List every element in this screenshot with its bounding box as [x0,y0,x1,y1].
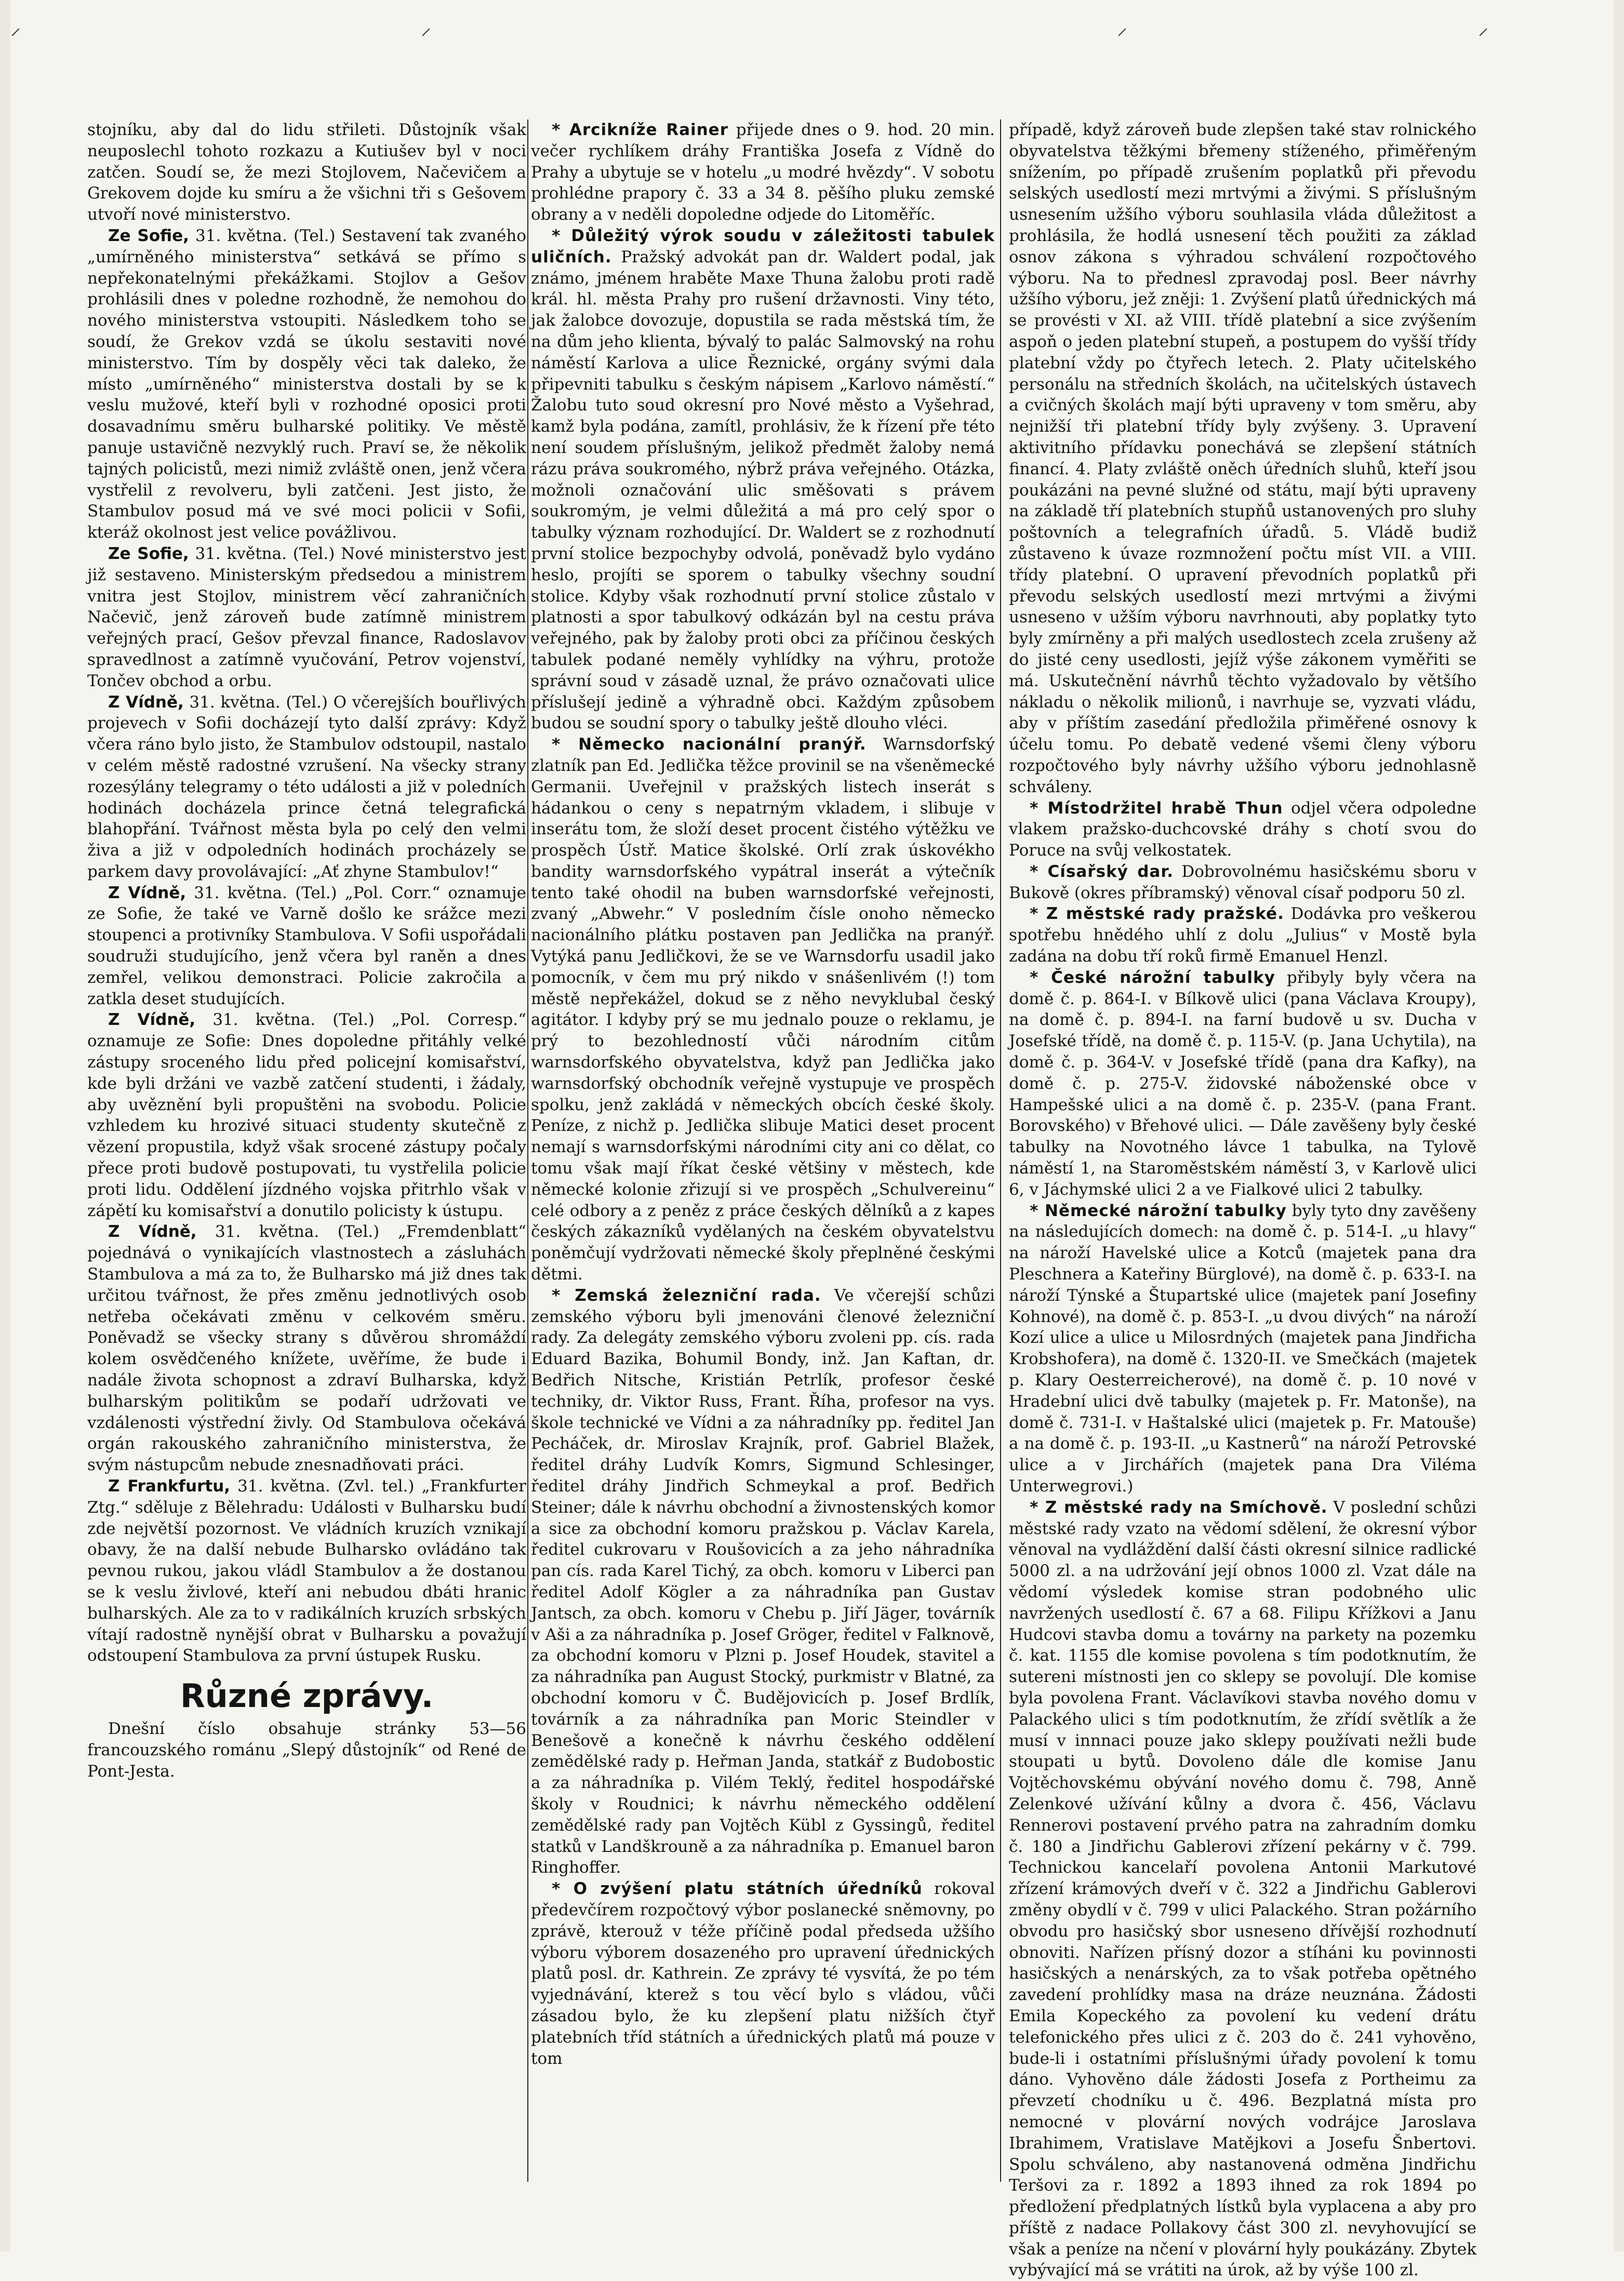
margin-mark: ⸍ [10,24,21,48]
column-right [1009,119,1476,2280]
article-heading: Z Frankfurtu, [108,1477,231,1496]
column-left [87,119,526,2187]
article-heading: * Důležitý výrok soudu v záležitosti tabulek uličních. [531,226,995,266]
margin-mark: ⸍ [1478,24,1488,48]
section-heading: Různé zprávy. [180,1677,434,1715]
article-text: 31. května. (Tel.) Nové ministerstvo jest již sestaveno. Ministerským předsedou a ministrem vnitra jest Stojlov, ministrem věcí zahraničních Načevič, jenž zároveň bude zatímně ministrem veřejných prací, Gešov převzal finance, Radoslavov spravedlnost a zatímně vyučování, Petrov vojenství, Tončev obchod a orbu. [87,544,526,690]
article-paragraph [1009,967,1476,1200]
article-text: Dodávka pro veškerou spotřebu hnědého uhlí z dolu „Julius“ v Mostě byla zadána na dobu tří roků firmě Emanuel Henzl. [1009,904,1476,966]
article-heading: * Německo nacionální pranýř. [552,735,867,754]
article-text: Pražský advokát pan dr. Waldert podal, jak známo, jménem hraběte Maxe Thuna žalobu proti radě král. hl. města Prahy pro rušení državnosti. Viny této, jak žalobce dovozuje, dopustila se rada městská tím, že na dům jeho klienta, bývalý to palác Salmovský na rohu náměstí Karlova a ulice Řeznické, orgány svými dala připevniti tabulku s českým nápisem „Karlovo náměstí.“ Žalobu tuto soud okresní pro Nové město a Vyšehrad, kamž byla podána, zamítl, prohlásiv, že k řízení pře této není soudem příslušným, jelikož předmět žaloby nemá rázu práva soukromého, nýbrž práva veřejného. Otázka, možnoli označování ulic směšovati s právem soukromým, je velmi důležitá a má pro celý spor o tabulky význam rozhodující. Dr. Waldert se z rozhodnutí první stolice bezpochyby odvolá, poněvadž bylo vydáno heslo, projíti se sporem o tabulky všechny soudní stolice. Kdyby však rozhodnutí první stolice zůstalo v platnosti a spor tabulkový odkázán byl na cestu práva veřejného, pak by žaloby proti obci za příčinou českých tabulek podané neměly vyhlídky na výhru, protože správní soud v zásadě uznal, že právo označovati ulice příslušejí jedině a výhradně obci. Každým způsobem budou se soudní spory o tabulky ještě dlouho vléci. [531,247,995,733]
article-heading: * Z městské rady na Smíchově. [1030,1498,1328,1517]
article-text: Dobrovolnému hasičskému sboru v Bukově (okres příbramský) věnoval císař podporu 50 zl. [1009,862,1476,902]
article-text: V poslední schůzi městské rady vzato na vědomí sdělení, že okresní výbor věnoval na vydláždění další části okresní silnice radlické 5000 zl. a na udržování její obnos 1000 zl. Vzat dále na vědomí výsledek komise stran podobného ulic navržených usedlostí č. 67 a 68. Filipu Křížkovi a Janu Hudcovi stavba domu a továrny na parkety na pozemku č. kat. 1155 dle komise povolena s tím podotknutím, že sutereni místnosti jen co sklepy se povolují. Dle komise byla povolena Frant. Václavíkovi stavba nového domu v Palackého ulici s tím podotknutím, že zřídí světlík a že musí v innnaci pouze jako sklepy používati nežli bude stoupati u bytů. Dovoleno dále dle komise Janu Vojtěchovskému obývání nového domu č. 798, Anně Zelenkové užívání kůlny a dvora č. 456, Václavu Rennerovi postavení prvého patra na zahradním domku č. 180 a Jindřichu Gablerovi zřízení pekárny v č. 799. Technickou kancelaří povolena Antonii Markutové zřízení krámových dveří v č. 322 a Jindřichu Gablerovi změny obydlí v č. 799 v ulici Palackého. Stran požárního obvodu pro hasičský sbor usneseno dřívější rozhodnutí obnoviti. Nařízen přísný dozor a stíháni ku povinnosti hasičských a nenárských, za to však potřeba opětného zavedení prohlídky masa na dráze neuznána. Žádosti Emila Kopeckého za povolení ku vedení drátu telefonického přes ulici z č. 203 do č. 241 vyhověno, bude-li i ostatními příslušnými úřady povolení k tomu dáno. Vyhověno dále žádosti Josefa z Portheimu za převzetí chodníku u č. 496. Bezplatná místa pro nemocné v plovární nových vodrájce Jaroslava Ibrahimem, Vratislave Matějkovi a Josefu Šnbertovi. Spolu schváleno, aby nastanovená odměna Jindřichu Teršovi za r. 1892 a 1893 ihned za rok 1894 po předložení předplatných lístků byla vyplacena a aby pro příště z nadace Pollakovy část 300 zl. nevyhovující se však a peníze na nčení v plovární hyly poukázány. Zbytek vybývající má se vrátiti na úrok, až by výše 100 zl. [1009,1498,1476,2280]
article-text: 31. května. (Zvl. tel.) „Frankfurter Ztg.“ sděluje z Bělehradu: Události v Bulharsku budí zde největší pozornost. Ve vládních kruzích vznikají obavy, že na další nebude Bulharsko ovládáno tak pevnou rukou, jakou vládl Stambulov a že dostanou se k veslu živlové, kteří ani nebudou dbáti hranic bulharských. Ale za to v radikálních kruzích srbských vítají radostně nynější obrat v Bulharsku a považují odstoupení Stambulova za první ústupek Rusku. [87,1477,526,1665]
article-heading: * Místodržitel hrabě Thun [1030,798,1283,818]
article-paragraph [87,1009,526,1221]
column-left-articles [87,119,526,1666]
article-paragraph [87,1718,526,1782]
article-paragraph [1009,798,1476,861]
article-paragraph [87,543,526,692]
article-text: stojníku, aby dal do lidu střileti. Důstojník však neuposlechl tohoto rozkazu a Kutiušev byl v noci zatčen. Soudí se, že mezi Stojlovem, Načevičem a Grekovem dojde ku smíru a že všichni tři s Gešovem utvoří nové ministerstvo. [87,121,526,224]
article-heading: Z Vídně, [108,692,184,712]
article-text: byly tyto dny zavěšeny na následujících domech: na domě č. p. 514-I. „u hlavy“ na nároží Havelské ulice a Kotců (majetek pana dra Pleschnera a Kateřiny Bürglové), na domě č. p. 633-I. na nároží Týnské a Štupartské ulice (majetek paní Josefiny Kohnové), na domě č. p. 853-I. „u dvou divých“ na nároží Kozí ulice a ulice u Milosrdných (majetek pana Jindřicha Krobshofera), na domě č. 1320-II. ve Smečkách (majetek p. Klary Oesterreicherové), na domě č. p. 10 nové v Hradební ulici dvě tabulky (majetek p. Fr. Matonše), na domě č. 731-I. v Haštalské ulici (majetek p. Fr. Matouše) a na domě č. p. 193-II. „u Kastnerů“ na nároží Petrovské ulice a v Jirchářích (majetek pana Dra Viléma Unterwegrovi.) [1009,1201,1476,1496]
column-rule [1000,119,1001,2182]
margin-mark: ⸍ [421,24,431,48]
article-text: odjel včera odpoledne vlakem pražsko-duchcovské dráhy s chotí svou do Poruce na svůj velkostatek. [1009,798,1476,860]
article-paragraph [87,883,526,1010]
article-text: rokoval předevčírem rozpočtový výbor poslanecké sněmovny, po zprávě, kterouž v téže příčině podal předseda užšího výboru výborem dosazeného pro upravení úřednických platů posl. dr. Kathrein. Ze zprávy té vysvítá, že po tém vyjednávání, kterež s tou věcí bylo s vládou, vůči zásadou bylo, že ku zlepšení platu nižších čtyř platebních tříd státních a úřednických platů má pouze v tom [531,1879,995,2068]
column-right-articles [1009,119,1476,2281]
article-paragraph [531,1285,995,1878]
column-middle-articles [531,119,995,2069]
article-paragraph [87,1476,526,1666]
article-heading: Z Vídně, [108,883,187,902]
article-paragraph [531,734,995,1285]
article-paragraph [87,692,526,883]
article-heading: Z Vídně, [108,1010,196,1030]
article-paragraph [531,225,995,734]
article-paragraph [87,1221,526,1476]
page-left-edge [0,0,10,2251]
article-paragraph [1009,1200,1476,1497]
article-paragraph [1009,903,1476,967]
article-text: 31. května. (Tel.) Sestavení tak zvaného „umírněného ministerstva“ setkává se přímo s nepřekonatelnými překážkami. Stojlov a Gešov prohlásili dnes v poledne rozhodně, že nemohou do nového ministerstva vstoupiti. Následkem toho se soudí, že Grekov vzdá se úkolu sestaviti nové ministerstvo. Tím by dospěly věci tak daleko, že místo „umírněného“ ministerstva dostali by se k veslu mužové, kteří byli v rozhodné oposici proti dosavadnímu směru bulharské politiky. Ve městě panuje ustavičně nezvyklý ruch. Praví se, že několik tajných policistů, mezi nimiž zvláště onen, jenž včera vystřelil z revolveru, byli zatčeni. Jest jisto, že Stambulov posud má ve své moci policii v Sofii, kteráž okolnost jest velice povážlivou. [87,226,527,542]
article-heading: Ze Sofie, [108,226,189,245]
article-text: případě, když zároveň bude zlepšen také stav rolnického obyvatelstva těžkými břemeny stíženého, přiměřeným snížením, po případě zrušením poplatků při převodu selských usedlostí mezi mrtvými a živými. S příslušným usnesením užšího výboru souhlasila vláda důležitost a prohlásila, že hodlá usnesení těch použiti za základ osnov zákona s výhradou schválení rozpočtového výboru. Na to přednesl zpravodaj posl. Beer návrhy užšího výboru, jež zněji: 1. Zvýšení platů úřednických má se provésti v XI. až VIII. třídě platební a sice zvýšením aspoň o jeden platební stupeň, a postupem do vyšší třídy platební vždy po čtyřech letech. 2. Platy učitelského personálu na středních školách, na učitelských ústavech a cvičných školách mají býti upraveny v tom směru, aby nejnižší tři platební třídy byly zvýšeny. 3. Upravení aktivitního přídavku ponechává se zlepšení státních financí. 4. Platy zvláště oněch úředních sluhů, kteří jsou poukázáni na pevné služné od státu, mají býti upraveny na základě tří platebních stupňů ustanovených pro sluhy poštovních a telegrafních úřadů. 5. Vládě budiž zůstaveno k úvaze rozmnožení počtu míst VII. a VIII. třídy platební. O upravení převodních poplatků při převodu selských usedlostí mezi mrtvými a živými usneseno v užším výboru navrhnouti, aby poplatky tyto byly zmírněny a při malých usedlostech zcela zrušeny až do jisté ceny usedlosti, jejíž výše zákonem vyměřiti se má. Uskutečnění návrhů těchto vyžadovalo by většího nákladu o několik milionů, i navrhuje se, vyzvati vládu, aby v příštím zasedání předložila přiměřené osnovy k účelu tomu. Po debatě vedené všemi členy výboru rozpočtového byly návrhy užšího výboru jednohlasně schváleny. [1009,121,1476,796]
margin-mark: ⸍ [1117,24,1127,48]
article-paragraph [1009,119,1476,798]
article-heading: Ze Sofie, [108,544,189,563]
article-heading: * Zemská železniční rada. [552,1286,821,1305]
article-text: 31. května. (Tel.) „Pol. Corresp.“ oznamuje ze Sofie: Dnes dopoledne přitáhly velké zástupy sroceného lidu před policejní komisařství, kde byli držáni ve vazbě zatčení studenti, i žádaly, aby uvěznění byli propuštěni na svobodu. Policie vzhledem ku hrozivé situaci studenty skutečně z vězení propustila, když však srocené zástupy počaly přece proti budově postupovati, tu vystřelila policie proti lidu. Oddělení jízdného vojska přitrhlo však v zápětí ku komisařství a donutilo policisty k ústupu. [87,1010,526,1220]
column-rule [527,119,528,2182]
article-text: přijede dnes o 9. hod. 20 min. večer rychlíkem dráhy Františka Josefa z Vídně do Prahy a ubytuje se v hotelu „u modré hvězdy“. V sobotu prohlédne prapory č. 33 a 34 8. pěšího pluku zemské obrany a v neděli dopoledne odjede do Litoměříc. [531,121,995,224]
article-paragraph [1009,861,1476,904]
article-heading: Z Vídně, [108,1222,197,1242]
article-heading: * Z městské rady pražské. [1030,904,1284,924]
article-text: přibyly byly včera na domě č. p. 864-I. v Bílkově ulici (pana Václava Kroupy), na domě č. p. 894-I. na farní budově u sv. Ducha v Josefské třídě, na domě č. p. 115-V. (p. Jana Uchytila), na domě č. p. 364-V. v Josefské třídě (pana dra Kafky), na domě č. p. 275-V. židovské náboženské obce v Hampešské ulici a na domě č. p. 235-V. (pana Frant. Borovského) v Břehové ulici. — Dále zavěšeny byly české tabulky na Novotného lávce 1 tabulka, na Tylově náměstí 1, na Staroměstském náměstí 3, v Karlově ulici 6, v Jáchymské ulici 2 a ve Fialkové ulici 2 tabulky. [1009,968,1476,1199]
article-paragraph [531,119,995,225]
article-heading: * Císařský dar. [1030,862,1174,881]
article-paragraph [87,119,526,225]
article-paragraph [531,1878,995,2069]
article-paragraph [87,225,526,543]
article-paragraph [1009,1497,1476,2281]
page-right-edge [1614,0,1624,2251]
article-heading: * O zvýšení platu státních úředníků [552,1879,923,1899]
article-text: 31. května. (Tel.) „Fremdenblatt“ pojednává o vynikajících vlastnostech a zásluhách Stambulova a má za to, že Bulharsko má již dnes tak určitou tvářnost, že přes změnu jednotlivých osob netřeba očekávati změnu v celkovém směru. Poněvadž se všecky strany s důvěrou shromáždí kolem osvědčeného knížete, uvěříme, že bude i nadále života schopnost a zdraví Bulharska, když bulharským politikům se podaří udržovati ve vzdálenosti výstřední živly. Od Stambulova očekává orgán rakouského zahraničního ministerstva, že svým nástupcům nebude znesnadňovati práci. [87,1222,526,1475]
article-heading: * Arcikníže Rainer [552,121,728,139]
article-text: 31. května. (Tel.) O včerejších bouřlivých projevech v Sofii docházejí tyto další zprávy: Když včera ráno bylo jisto, že Stambulov odstoupil, nastalo v celém městě radostné vzrušení. Na všecky strany rozesýlány telegramy o této události a již v poledních hodinách docházela prince četná telegrafická blahopřání. Tvářnost města byla po celý den velmi živa a již v odpoledních hodinách procházely se parkem davy provolávající: „Ať zhyne Stambulov!“ [87,692,527,881]
article-heading: * České nárožní tabulky [1030,968,1275,987]
article-text: Dnešní číslo obsahuje stránky 53—56 francouzského románu „Slepý důstojník“ od René de Pont-Jesta. [87,1719,526,1781]
column-middle [531,119,995,2187]
article-text: Warnsdorfský zlatník pan Ed. Jedlička těžce provinil se na všeněmecké Germanii. Uveřejnil v pražských listech inserát s hádankou o ceny s nepatrným vkladem, i slibuje v inserátu tom, že složí deset procent čistého výtěžku ve prospěch Ústř. Matice školské. Orlí zrak úskovékho bandity warnsdorfského vypátral inserát a výtečník tento také ohodil na buben warnsdorfské veřejnosti, zvaný „Abwehr.“ V posledním čísle onoho německo nacionálního plátku postaven pan Jedlička na pranýř. Vytýká panu Jedličkovi, že se ve Warnsdorfu usadil jako pomocník, v čem mu prý nikdo v snášenlivém (!) tom městě nepřekážel, dokud se z něho nevyklubal český agitátor. I kdyby prý se mu jednalo pouze o reklamu, je prý to bezohledností vůči národním citům warnsdorfského obyvatelstva, když pan Jedlička jako warnsdorfský obchodník veřejně vystupuje ve prospěch spolku, jenž zakládá v německých obcích české školy. Peníze, z nichž p. Jedlička slibuje Matici deset procent nemají s warnsdorfskými národními city ani co dělat, co tomu však mají říkat české většiny v městech, kde německé kolonie zřizují si ve prospěch „Schulvereinu“ celé odbory a z peněz z práce českých dělníků a z kapes českých zákazníků vydělaných na českém obyvatelstvu poněmčují vydržovati německé školy přeplněné českými dětmi. [531,735,995,1284]
article-text: 31. května. (Tel.) „Pol. Corr.“ oznamuje ze Sofie, že také ve Varně došlo ke srážce mezi stoupenci a protivníky Stambulova. V Sofii uspořádali soudruži studujícího, jenž včera byl raněn a dnes zemřel, velikou demonstraci. Policie zakročila a zatkla deset studujících. [87,883,527,1008]
article-heading: * Německé nárožní tabulky [1030,1201,1287,1220]
article-text: Ve včerejší schůzi zemského výboru byli jmenováni členové železniční rady. Za delegáty zemského výboru zvoleni pp. cís. rada Eduard Bazika, Bohumil Bondy, inž. Jan Kaftan, dr. Bedřich Nitsche, Kristián Petrlík, profesor české techniky, dr. Viktor Russ, Frant. Říha, profesor na vys. škole technické ve Vídni a za náhradníky pp. ředitel Jan Pecháček, dr. Miroslav Krajník, prof. Gabriel Blažek, ředitel dráhy Ludvík Komrs, Sigmund Schlesinger, ředitel dráhy Jindřich Schmeykal a prof. Bedřich Steiner; dále k návrhu obchodní a živnostenských komor a sice za obchodní komoru pražskou p. Václav Karela, ředitel cukrovaru v Roušovicích a za jeho náhradníka pan cís. rada Karel Tichý, za obch. komoru v Liberci pan ředitel Adolf Kögler a za náhradníka pan Gustav Jantsch, za obch. komoru v Chebu p. Jiří Jäger, továrník v Aši a za náhradníka p. Josef Gröger, ředitel v Falknově, za obchodní komoru v Plzni p. Josef Houdek, stavitel a za náhradníka pan August Stocký, purkmistr v Blatné, za obchodní komoru v Č. Budějovicích p. Josef Brdlík, továrník a za náhradníka pan Moric Steindler v Benešově a konečně k návrhu českého oddělení zemědělské rady p. Heřman Janda, statkář z Budobostic a za náhradníka p. Vilém Teklý, ředitel hospodářské školy v Roudnici; k návrhu německého oddělení zemědělské rady pan Vojtěch Kübl z Gyssingů, ředitel statků v Landškrouně a za náhradníka p. Emanuel baron Ringhoffer. [531,1286,995,1877]
section-notice [87,1718,526,1782]
